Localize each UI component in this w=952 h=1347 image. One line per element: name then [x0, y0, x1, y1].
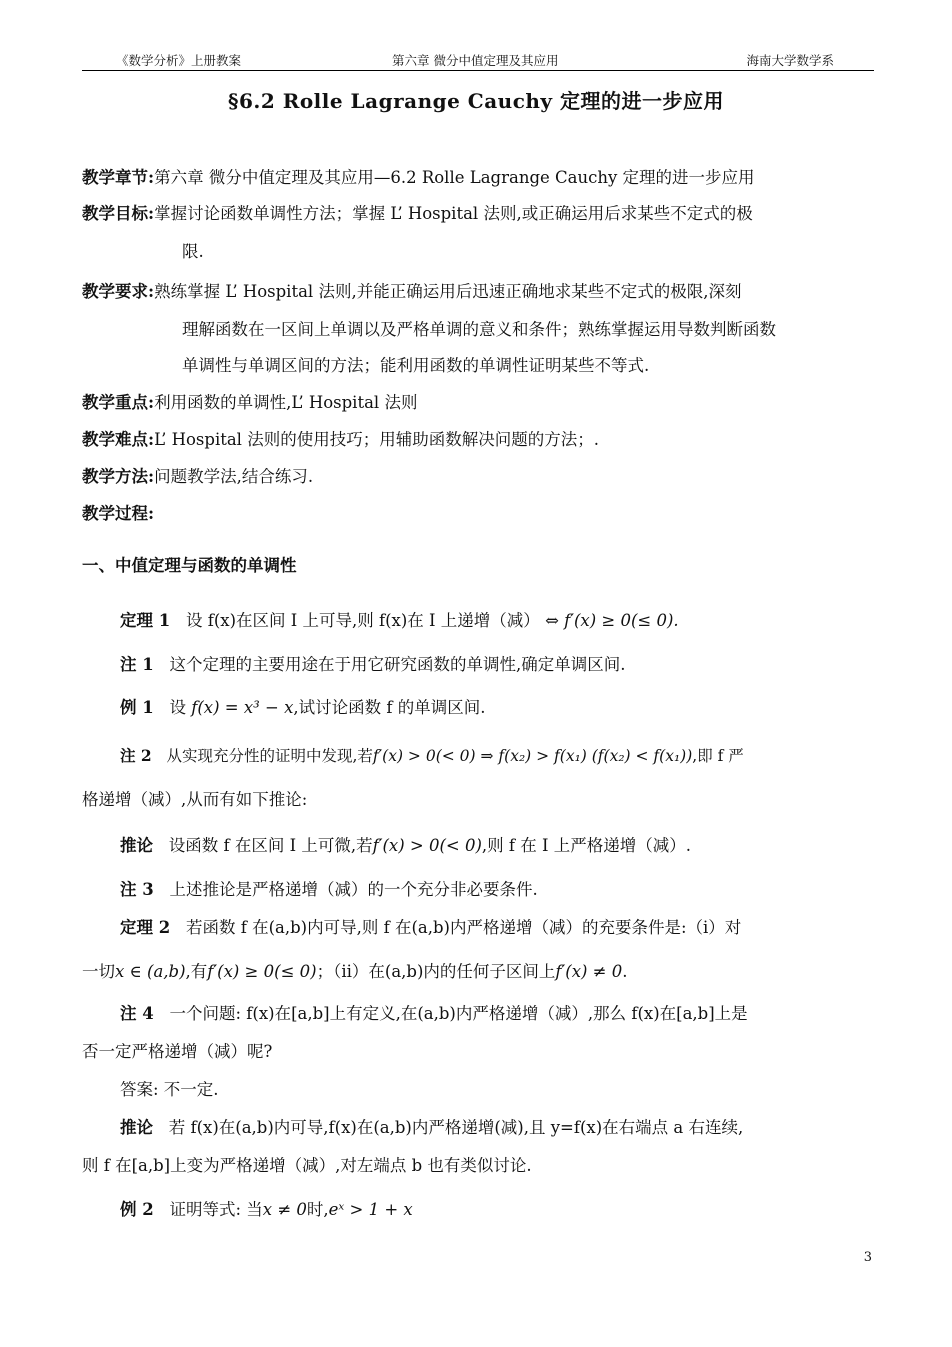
- corollary-2-text: 若 f(x)在(a,b)内可导,f(x)在(a,b)内严格递增(减),且 y=f(x)在右端点 a 右连续,: [168, 1118, 744, 1137]
- theorem-2-line2-end: .: [622, 962, 628, 981]
- corollary-1-formula: f′(x) > 0(< 0): [372, 836, 482, 855]
- header-middle: 第六章 微分中值定理及其应用: [392, 53, 559, 68]
- corollary-2: [120, 1110, 874, 1146]
- goal-text-2: 限.: [182, 242, 204, 261]
- example-2-formula-1: x ≠ 0: [262, 1200, 307, 1219]
- theorem-2: [120, 910, 874, 946]
- goal-text-1: 掌握讨论函数单调性方法；掌握 L’ Hospital 法则,或正确运用后求某些不定式的极: [154, 204, 753, 223]
- example-2: [120, 1192, 912, 1228]
- note-2-label: 注 2: [120, 746, 152, 765]
- method-row: [82, 459, 874, 495]
- theorem-2-formula-1: x ∈ (a,b): [115, 962, 186, 981]
- note-2: [120, 738, 874, 774]
- process-row: [82, 496, 874, 532]
- theorem-1-text: 设 f(x)在区间 I 上可导,则 f(x)在 I 上递增（减）: [185, 611, 540, 630]
- example-1-pre: 设: [169, 698, 186, 717]
- difficulty-row: [82, 422, 874, 458]
- requirement-text-1: 熟练掌握 L’ Hospital 法则,并能正确运用后迅速正确地求某些不定式的极限,深刻: [154, 282, 742, 301]
- corollary-1-post: ,则 f 在 I 上严格递增（减）.: [481, 836, 692, 855]
- chapter-row: [82, 160, 874, 196]
- example-2-text: 证明等式: 当: [169, 1200, 263, 1219]
- example-1-post: ,试讨论函数 f 的单调区间.: [293, 698, 486, 717]
- theorem-2-line-2: [82, 954, 874, 990]
- note-1-text: 这个定理的主要用途在于用它研究函数的单调性,确定单调区间.: [169, 655, 626, 674]
- difficulty-label: 教学难点:: [82, 430, 155, 449]
- note-1-label: 注 1: [120, 655, 154, 674]
- theorem-2-label: 定理 2: [120, 918, 171, 937]
- note-4-text: 一个问题: f(x)在[a,b]上有定义,在(a,b)内严格递增（减）,那么 f(x)在[a,b]上是: [169, 1004, 748, 1023]
- theorem-2-formula-2: f′(x) ≥ 0(≤ 0): [207, 962, 317, 981]
- requirement-label: 教学要求:: [82, 282, 155, 301]
- chapter-label: 教学章节:: [82, 168, 155, 187]
- theorem-1-label: 定理 1: [120, 611, 171, 630]
- example-2-label: 例 2: [120, 1200, 154, 1219]
- theorem-2-line2-mid2: ；（ⅱ）在(a,b)内的任何子区间上: [316, 962, 556, 981]
- difficulty-text: L’ Hospital 法则的使用技巧；用辅助函数解决问题的方法；.: [154, 430, 599, 449]
- answer: 答案: 不一定.: [120, 1080, 219, 1099]
- example-2-formula-2: eˣ > 1 + x: [328, 1200, 413, 1219]
- corollary-1-label: 推论: [120, 836, 153, 855]
- goal-row-2: [182, 234, 872, 270]
- note-4: [120, 996, 874, 1032]
- focus-text: 利用函数的单调性,L’ Hospital 法则: [154, 393, 418, 412]
- example-2-mid: 时,: [306, 1200, 329, 1219]
- example-1-formula: f(x) = x³ − x: [191, 698, 294, 717]
- method-text: 问题教学法,结合练习.: [154, 467, 314, 486]
- theorem-2-line2-pre: 一切: [82, 962, 115, 981]
- requirement-row-3: [182, 348, 872, 384]
- header-left: 《数学分析》上册教案: [116, 53, 242, 68]
- note-1: [120, 647, 912, 683]
- focus-row: [82, 385, 874, 421]
- section-heading: 一、中值定理与函数的单调性: [82, 556, 297, 575]
- chapter-text: 第六章 微分中值定理及其应用—6.2 Rolle Lagrange Cauchy 定理的进一步应用: [154, 168, 755, 187]
- goal-label: 教学目标:: [82, 204, 155, 223]
- goal-row: [82, 196, 874, 232]
- process-label: 教学过程:: [82, 504, 155, 523]
- note-2-text: 从实现充分性的证明中发现,若: [166, 747, 373, 765]
- theorem-2-line2-mid: ,有: [185, 962, 208, 981]
- header-right: 海南大学数学系: [746, 53, 834, 68]
- focus-label: 教学重点:: [82, 393, 155, 412]
- corollary-1: [120, 828, 912, 864]
- theorem-2-formula-3: f′(x) ≠ 0: [555, 962, 623, 981]
- note-2-post: ,即 f 严: [692, 747, 744, 765]
- note-3: [120, 872, 912, 908]
- theorem-1-formula: ⇔ f′(x) ≥ 0(≤ 0).: [545, 611, 679, 630]
- corollary-2-label: 推论: [120, 1118, 153, 1137]
- theorem-1: [120, 603, 912, 639]
- page-title: §6.2 Rolle Lagrange Cauchy 定理的进一步应用: [228, 89, 724, 113]
- note-3-text: 上述推论是严格递增（减）的一个充分非必要条件.: [169, 880, 538, 899]
- page-number: 3: [863, 1250, 872, 1265]
- requirement-text-3: 单调性与单调区间的方法；能利用函数的单调性证明某些不等式.: [182, 356, 650, 375]
- page-header: [82, 50, 874, 71]
- requirement-row-2: [182, 312, 872, 348]
- requirement-text-2: 理解函数在一区间上单调以及严格单调的意义和条件；熟练掌握运用导数判断函数: [182, 320, 776, 339]
- note-2-line-2: 格递增（减）,从而有如下推论:: [82, 790, 308, 809]
- note-4-line-2: 否一定严格递增（减）呢?: [82, 1042, 273, 1061]
- note-3-label: 注 3: [120, 880, 154, 899]
- corollary-1-text: 设函数 f 在区间 I 上可微,若: [168, 836, 373, 855]
- example-1-label: 例 1: [120, 698, 154, 717]
- example-1: [120, 690, 912, 726]
- method-label: 教学方法:: [82, 467, 155, 486]
- theorem-2-text: 若函数 f 在(a,b)内可导,则 f 在(a,b)内严格递增（减）的充要条件是:（ⅰ）对: [185, 918, 742, 937]
- requirement-row: [82, 274, 874, 310]
- note-4-label: 注 4: [120, 1004, 154, 1023]
- note-2-formula: f′(x) > 0(< 0) ⇒ f(x₂) > f(x₁) (f(x₂) < f(x₁)): [372, 747, 693, 765]
- corollary-2-line-2: 则 f 在[a,b]上变为严格递增（减）,对左端点 b 也有类似讨论.: [82, 1156, 532, 1175]
